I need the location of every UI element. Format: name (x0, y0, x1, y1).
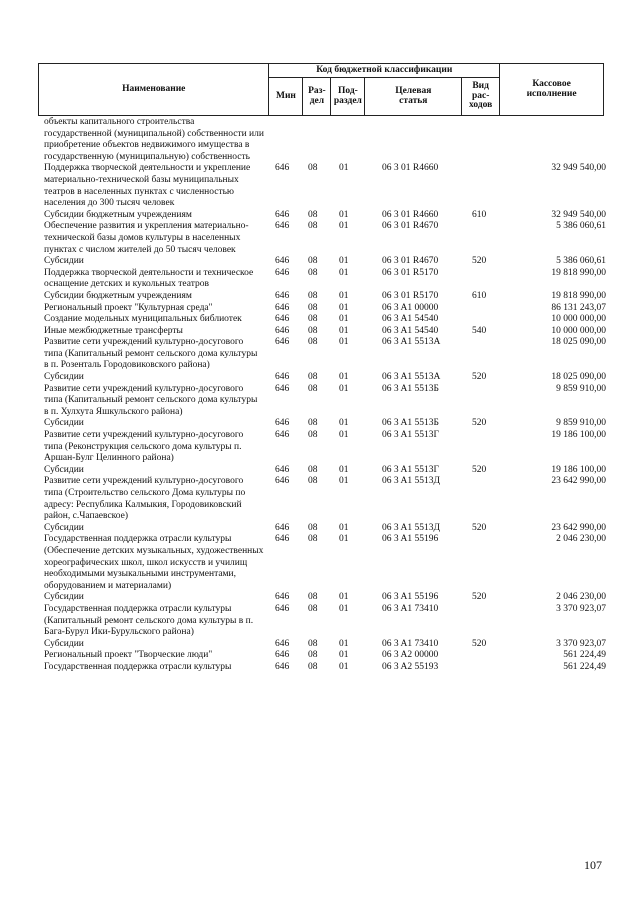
row-podrazdel: 01 (339, 302, 349, 313)
row-min: 646 (275, 337, 290, 348)
row-celevaya: 06 3 A1 5513Б (382, 418, 439, 429)
table-row (44, 476, 604, 522)
header-celevaya: Целевая статья (365, 78, 462, 116)
table-row (44, 465, 604, 477)
row-podrazdel: 01 (339, 337, 349, 348)
row-min: 646 (275, 372, 290, 383)
table-row (44, 523, 604, 535)
row-razdel: 08 (308, 256, 318, 267)
row-vid: 520 (472, 592, 487, 603)
row-name: Субсидии (44, 256, 84, 267)
row-razdel: 08 (308, 430, 318, 441)
row-kassovoe: 18 025 090,00 (551, 372, 606, 383)
row-min: 646 (275, 522, 290, 533)
row-name: Государственная поддержка отрасли культуры (44, 661, 232, 672)
row-name: Развитие сети учреждений культурно-досугового типа (Строительство сельского Дома культуры по адресу: Республика Калмыкия, Городовиковский район, с.Чапаевское) (44, 476, 246, 522)
row-min: 646 (275, 638, 290, 649)
row-podrazdel: 01 (339, 372, 349, 383)
table-row (44, 163, 604, 209)
header-vid: Вид рас- ходов (462, 78, 500, 116)
table-row (44, 326, 604, 338)
row-razdel: 08 (308, 650, 318, 661)
row-celevaya: 06 3 A1 5513Г (382, 430, 439, 441)
row-vid: 520 (472, 372, 487, 383)
row-podrazdel: 01 (339, 650, 349, 661)
row-celevaya: 06 3 01 R4660 (382, 163, 439, 174)
row-kassovoe: 23 642 990,00 (551, 522, 606, 533)
row-name: Субсидии (44, 592, 84, 603)
row-kassovoe: 86 131 243,07 (551, 302, 606, 313)
row-razdel: 08 (308, 267, 318, 278)
row-name: Обеспечение развития и укрепления материально-технической базы домов культуры в населенных пунктах с числом жителей до 50 тысяч человек (44, 221, 249, 255)
row-podrazdel: 01 (339, 314, 349, 325)
row-min: 646 (275, 302, 290, 313)
row-razdel: 08 (308, 302, 318, 313)
row-podrazdel: 01 (339, 638, 349, 649)
row-razdel: 08 (308, 603, 318, 614)
row-min: 646 (275, 163, 290, 174)
row-podrazdel: 01 (339, 383, 349, 394)
table-row (44, 604, 604, 639)
table-row (44, 430, 604, 465)
header-min: Мин (269, 78, 303, 116)
table-header (38, 63, 604, 116)
row-min: 646 (275, 325, 290, 336)
table-row (44, 221, 604, 256)
row-celevaya: 06 3 A1 54540 (382, 314, 439, 325)
row-celevaya: 06 3 A1 73410 (382, 603, 439, 614)
row-name: Развитие сети учреждений культурно-досугового типа (Реконструкция сельского дома культуры п. Аршан-Булг Целинного района) (44, 430, 244, 464)
row-razdel: 08 (308, 290, 318, 301)
table-row (44, 372, 604, 384)
row-razdel: 08 (308, 476, 318, 487)
table-row (44, 314, 604, 326)
row-razdel: 08 (308, 522, 318, 533)
row-razdel: 08 (308, 221, 318, 232)
row-min: 646 (275, 430, 290, 441)
header-podrazdel: Под- раздел (331, 78, 365, 116)
row-min: 646 (275, 221, 290, 232)
row-podrazdel: 01 (339, 592, 349, 603)
row-vid: 520 (472, 638, 487, 649)
row-celevaya: 06 3 A2 55193 (382, 661, 439, 672)
row-celevaya: 06 3 A1 5513Д (382, 476, 440, 487)
row-podrazdel: 01 (339, 325, 349, 336)
row-celevaya: 06 3 01 R5170 (382, 290, 439, 301)
row-kassovoe: 19 186 100,00 (551, 430, 606, 441)
row-name: Поддержка творческой деятельности и укрепление материально-технической базы муниципальных театров в населенных пунктах с численностью населения до 300 тысяч человек (44, 163, 251, 209)
row-kassovoe: 2 046 230,00 (556, 534, 606, 545)
row-kassovoe: 18 025 090,00 (551, 337, 606, 348)
row-name: Иные межбюджетные трансферты (44, 325, 183, 336)
row-kassovoe: 32 949 540,00 (551, 163, 606, 174)
budget-rows (44, 117, 604, 674)
row-min: 646 (275, 476, 290, 487)
row-kassovoe: 561 224,49 (563, 661, 606, 672)
row-vid: 520 (472, 522, 487, 533)
row-celevaya: 06 3 01 R5170 (382, 267, 439, 278)
table-row (44, 291, 604, 303)
header-classification: Код бюджетной классификации (269, 64, 500, 78)
header-name: Наименование (39, 64, 269, 116)
row-name: Поддержка творческой деятельности и техническое оснащение детских и кукольных театров (44, 267, 254, 290)
row-kassovoe: 9 859 910,00 (556, 383, 606, 394)
row-celevaya: 06 3 A1 55196 (382, 592, 439, 603)
row-vid: 520 (472, 418, 487, 429)
row-celevaya: 06 3 01 R4670 (382, 256, 439, 267)
row-celevaya: 06 3 A1 5513Г (382, 464, 439, 475)
table-row (44, 268, 604, 291)
table-row (44, 384, 604, 419)
row-vid: 520 (472, 256, 487, 267)
row-kassovoe: 19 186 100,00 (551, 464, 606, 475)
row-kassovoe: 5 386 060,61 (556, 221, 606, 232)
table-row (44, 210, 604, 222)
row-podrazdel: 01 (339, 430, 349, 441)
row-celevaya: 06 3 A1 55196 (382, 534, 439, 545)
row-podrazdel: 01 (339, 221, 349, 232)
row-podrazdel: 01 (339, 534, 349, 545)
row-celevaya: 06 3 A1 5513A (382, 372, 441, 383)
row-podrazdel: 01 (339, 267, 349, 278)
row-vid: 610 (472, 290, 487, 301)
row-razdel: 08 (308, 314, 318, 325)
row-kassovoe: 3 370 923,07 (556, 638, 606, 649)
table-row (44, 639, 604, 651)
row-razdel: 08 (308, 383, 318, 394)
row-min: 646 (275, 314, 290, 325)
row-razdel: 08 (308, 209, 318, 220)
row-kassovoe: 10 000 000,00 (551, 314, 606, 325)
row-celevaya: 06 3 A1 00000 (382, 302, 439, 313)
row-name: объекты капитального строительства государственной (муниципальной) собственности или приобретение объектов недвижимого имущества в государственную (муниципальную) собственность (44, 117, 264, 162)
row-kassovoe: 9 859 910,00 (556, 418, 606, 429)
row-name: Развитие сети учреждений культурно-досугового типа (Капитальный ремонт сельского дома культуры в п. Хулхута Яшкульского района) (44, 383, 258, 417)
row-podrazdel: 01 (339, 603, 349, 614)
row-razdel: 08 (308, 372, 318, 383)
table-row (44, 592, 604, 604)
row-name: Субсидии (44, 522, 84, 533)
row-razdel: 08 (308, 534, 318, 545)
row-min: 646 (275, 383, 290, 394)
row-kassovoe: 10 000 000,00 (551, 325, 606, 336)
row-razdel: 08 (308, 661, 318, 672)
row-kassovoe: 19 818 990,00 (551, 267, 606, 278)
row-celevaya: 06 3 01 R4670 (382, 221, 439, 232)
row-kassovoe: 23 642 990,00 (551, 476, 606, 487)
row-kassovoe: 5 386 060,61 (556, 256, 606, 267)
row-name: Государственная поддержка отрасли культуры (Обеспечение детских музыкальных, художественных хореографических школ, школ искусств и училищ необходимыми музыкальными инструментами, оборудованием и материалами) (44, 534, 264, 591)
row-kassovoe: 561 224,49 (563, 650, 606, 661)
row-min: 646 (275, 592, 290, 603)
header-razdel: Раз- дел (303, 78, 331, 116)
row-min: 646 (275, 418, 290, 429)
row-celevaya: 06 3 A1 5513A (382, 337, 441, 348)
row-razdel: 08 (308, 418, 318, 429)
row-name: Субсидии бюджетным учреждениям (44, 290, 192, 301)
row-podrazdel: 01 (339, 163, 349, 174)
row-celevaya: 06 3 A1 5513Д (382, 522, 440, 533)
row-celevaya: 06 3 A1 5513Б (382, 383, 439, 394)
row-celevaya: 06 3 A2 00000 (382, 650, 439, 661)
row-podrazdel: 01 (339, 256, 349, 267)
row-kassovoe: 32 949 540,00 (551, 209, 606, 220)
row-podrazdel: 01 (339, 661, 349, 672)
row-min: 646 (275, 290, 290, 301)
table-row (44, 303, 604, 315)
table-row (44, 418, 604, 430)
row-name: Создание модельных муниципальных библиотек (44, 314, 242, 325)
table-row (44, 256, 604, 268)
row-razdel: 08 (308, 464, 318, 475)
row-name: Субсидии (44, 464, 84, 475)
row-celevaya: 06 3 A1 54540 (382, 325, 439, 336)
row-min: 646 (275, 464, 290, 475)
row-kassovoe: 19 818 990,00 (551, 290, 606, 301)
row-razdel: 08 (308, 592, 318, 603)
row-celevaya: 06 3 01 R4660 (382, 209, 439, 220)
row-vid: 520 (472, 464, 487, 475)
row-podrazdel: 01 (339, 476, 349, 487)
table-row (44, 662, 604, 674)
table-row (44, 650, 604, 662)
row-min: 646 (275, 256, 290, 267)
row-name: Региональный проект "Творческие люди" (44, 650, 213, 661)
row-podrazdel: 01 (339, 209, 349, 220)
row-razdel: 08 (308, 325, 318, 336)
table-row (44, 337, 604, 372)
page-number: 107 (584, 858, 602, 872)
row-min: 646 (275, 661, 290, 672)
table-row (44, 117, 604, 163)
row-name: Субсидии (44, 638, 84, 649)
header-kassovoe: Кассовое исполнение (500, 64, 604, 116)
row-podrazdel: 01 (339, 418, 349, 429)
row-razdel: 08 (308, 337, 318, 348)
row-min: 646 (275, 267, 290, 278)
table-row (44, 534, 604, 592)
row-celevaya: 06 3 A1 73410 (382, 638, 439, 649)
row-name: Развитие сети учреждений культурно-досугового типа (Капитальный ремонт сельского дома культуры в п. Розенталь Городовиковского района) (44, 337, 258, 371)
row-kassovoe: 2 046 230,00 (556, 592, 606, 603)
row-name: Субсидии бюджетным учреждениям (44, 209, 192, 220)
row-podrazdel: 01 (339, 290, 349, 301)
row-min: 646 (275, 534, 290, 545)
row-min: 646 (275, 209, 290, 220)
row-razdel: 08 (308, 638, 318, 649)
row-kassovoe: 3 370 923,07 (556, 603, 606, 614)
row-razdel: 08 (308, 163, 318, 174)
row-name: Субсидии (44, 418, 84, 429)
row-podrazdel: 01 (339, 522, 349, 533)
row-vid: 540 (472, 325, 487, 336)
row-min: 646 (275, 603, 290, 614)
row-min: 646 (275, 650, 290, 661)
row-podrazdel: 01 (339, 464, 349, 475)
row-name: Региональный проект "Культурная среда" (44, 302, 213, 313)
row-name: Государственная поддержка отрасли культуры (Капитальный ремонт сельского дома культуры в п. Бага-Бурул Ики-Бурульского района) (44, 603, 254, 638)
row-vid: 610 (472, 209, 487, 220)
row-name: Субсидии (44, 372, 84, 383)
